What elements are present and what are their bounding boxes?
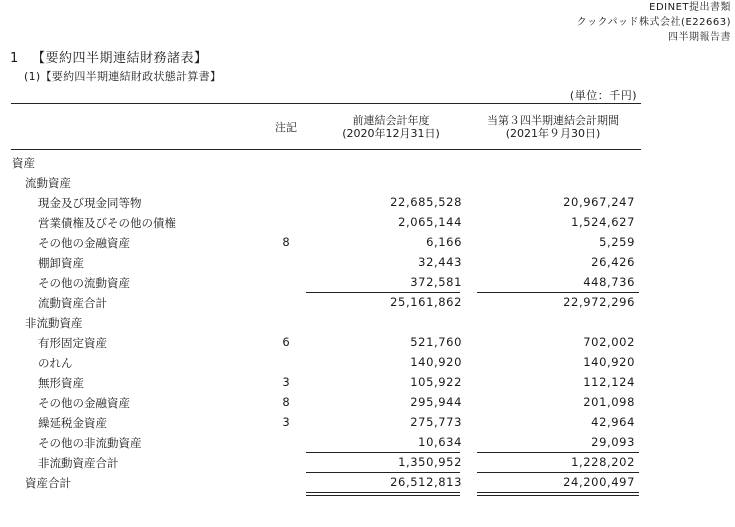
row-label: その他の非流動資産: [38, 436, 142, 450]
row-label: その他の金融資産: [38, 396, 130, 410]
row-label: 流動資産: [25, 176, 71, 190]
row-note: 8: [282, 235, 290, 249]
row-note: 3: [282, 415, 290, 429]
table-row: [0, 392, 735, 412]
row-label: 非流動資産合計: [38, 456, 119, 470]
row-value-current: 140,920: [583, 355, 635, 369]
header-company: クックパッド株式会社(E22663): [576, 17, 731, 28]
row-label: のれん: [38, 356, 73, 370]
row-label: 無形資産: [38, 376, 84, 390]
column-header-prior-year-line1: 前連結会計年度: [352, 114, 430, 127]
row-label: 流動資産合計: [38, 296, 107, 310]
row-value-current: 702,002: [583, 335, 635, 349]
row-value-prior: 521,760: [410, 335, 462, 349]
table-row: [0, 272, 735, 292]
row-value-current: 22,972,296: [563, 295, 635, 309]
row-label: 棚卸資産: [38, 256, 84, 270]
row-value-current: 112,124: [583, 375, 635, 389]
row-value-current: 20,967,247: [563, 195, 635, 209]
row-value-prior: 26,512,813: [390, 475, 462, 489]
row-label: 繰延税金資産: [38, 416, 107, 430]
row-value-prior: 22,685,528: [390, 195, 462, 209]
row-note: 3: [282, 375, 290, 389]
row-note: 6: [282, 335, 290, 349]
section-title: [10, 47, 208, 66]
table-row: [0, 252, 735, 272]
table-row-current-assets: [0, 172, 735, 192]
row-label: 非流動資産: [25, 316, 83, 330]
row-value-current: 24,200,497: [563, 475, 635, 489]
table-row-non-current-assets: [0, 312, 735, 332]
row-value-prior: 140,920: [410, 355, 462, 369]
table-top-rule: [11, 103, 641, 104]
grand-total-double-rule: [477, 492, 639, 496]
balance-sheet-table: [0, 152, 735, 492]
subtotal-rule: [306, 452, 460, 453]
row-value-prior: 32,443: [418, 255, 462, 269]
row-value-current: 29,093: [591, 435, 635, 449]
table-row-total-assets: [0, 472, 735, 492]
row-label: 資産合計: [25, 476, 71, 490]
row-value-current: 5,259: [599, 235, 635, 249]
table-row: [0, 232, 735, 252]
table-row: [0, 212, 735, 232]
row-label: その他の金融資産: [38, 236, 130, 250]
row-value-prior: 295,944: [410, 395, 462, 409]
row-label: その他の流動資産: [38, 276, 130, 290]
total-rule: [306, 472, 460, 473]
row-label: 有形固定資産: [38, 336, 107, 350]
row-value-prior: 1,350,952: [398, 455, 462, 469]
section-title-text: 【要約四半期連結財務諸表】: [32, 51, 208, 66]
row-value-prior: 6,166: [426, 235, 462, 249]
row-label: 現金及び現金同等物: [38, 196, 142, 210]
table-header-rule: [11, 149, 641, 150]
column-header-current-period-line2: (2021年９月30日): [505, 127, 601, 140]
row-value-prior: 10,634: [418, 435, 462, 449]
row-value-prior: 372,581: [410, 275, 462, 289]
subtotal-rule: [477, 292, 639, 293]
unit-label: (単位：千円): [569, 89, 637, 102]
row-note: 8: [282, 395, 290, 409]
row-label: 営業債権及びその他の債権: [38, 216, 176, 230]
header-doc-type: EDINET提出書類: [649, 2, 731, 13]
row-value-current: 1,228,202: [571, 455, 635, 469]
column-header-current-period-line1: 当第３四半期連結会計期間: [487, 114, 619, 127]
table-row: [0, 372, 735, 392]
column-header-prior-year: [327, 114, 455, 140]
subtotal-rule: [306, 292, 460, 293]
table-row: [0, 192, 735, 212]
row-value-prior: 105,922: [410, 375, 462, 389]
row-value-current: 42,964: [591, 415, 635, 429]
subtotal-rule: [477, 452, 639, 453]
row-value-current: 201,098: [583, 395, 635, 409]
table-row: [0, 432, 735, 452]
section-number: 1: [10, 51, 19, 66]
column-header-note: 注記: [275, 121, 297, 134]
row-label: 資産: [12, 156, 35, 170]
table-row: [0, 332, 735, 352]
row-value-prior: 2,065,144: [398, 215, 462, 229]
grand-total-double-rule: [306, 492, 460, 496]
column-header-prior-year-line2: (2020年12月31日): [342, 127, 440, 140]
row-value-current: 1,524,627: [571, 215, 635, 229]
table-row: [0, 412, 735, 432]
row-value-current: 26,426: [591, 255, 635, 269]
column-header-current-period: [478, 114, 628, 140]
header-report-type: 四半期報告書: [668, 32, 731, 43]
table-row: [0, 352, 735, 372]
table-row-current-assets-total: [0, 292, 735, 312]
total-rule: [477, 472, 639, 473]
row-value-prior: 275,773: [410, 415, 462, 429]
subsection-title: (1)【要約四半期連結財政状態計算書】: [24, 70, 222, 83]
table-row-assets: [0, 152, 735, 172]
table-row-non-current-assets-total: [0, 452, 735, 472]
row-value-current: 448,736: [583, 275, 635, 289]
row-value-prior: 25,161,862: [390, 295, 462, 309]
